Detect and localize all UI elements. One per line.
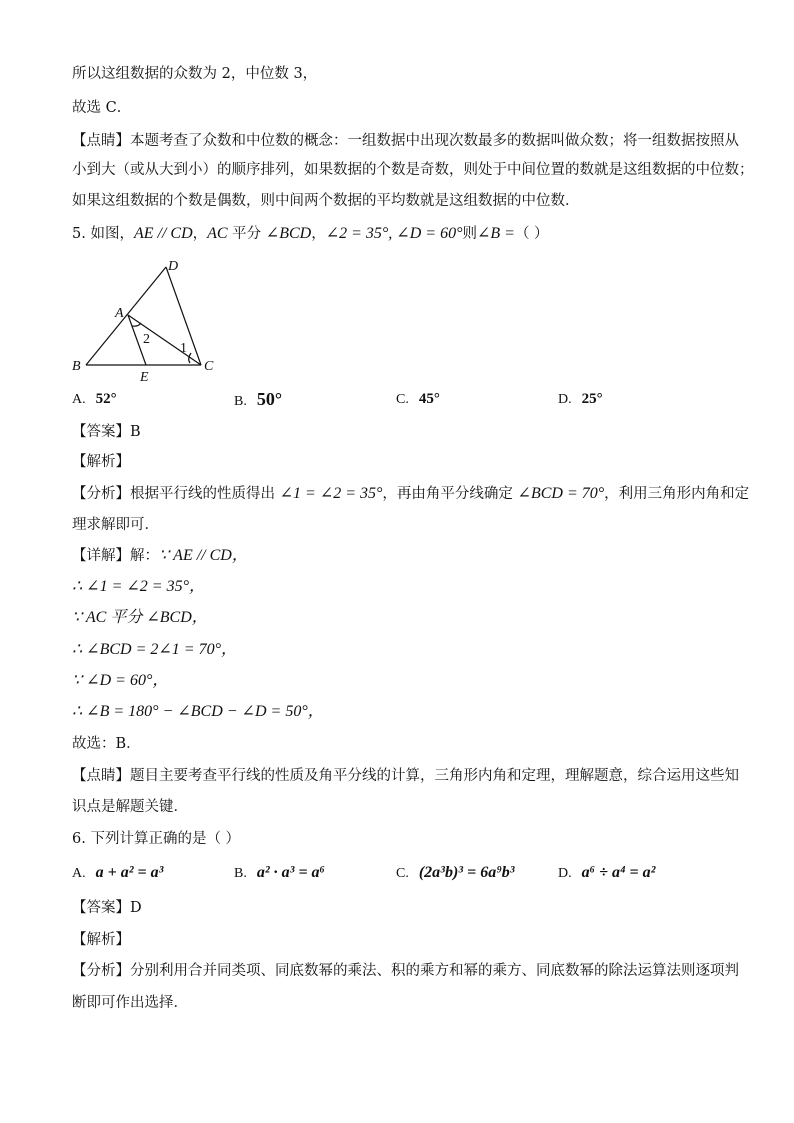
text-line-3: 【点睛】本题考查了众数和中位数的概念：一组数据中出现次数最多的数据叫做众数；将一组数据按照从 [72,133,739,149]
text-line-2: 故选 C． [72,100,132,116]
q5-dianjing-line-2: 识点是解题关键． [72,799,188,815]
q5-ask: ∠B = [476,225,515,242]
q5-fenxi-a: 【分析】根据平行线的性质得出 [72,486,280,502]
q5-answer: 【答案】B [72,424,141,440]
q6-option-c [396,862,515,885]
label-point-b: B [72,359,81,374]
q6-option-b [234,862,325,885]
q5-step-1: ∵ AE // CD， [159,547,248,564]
q5-option-a [72,388,117,411]
q5-analysis-line-1 [72,484,749,504]
q5-paren: （ ） [514,226,549,242]
q5-option-b [234,388,282,413]
q6-option-a [72,862,163,885]
label-angle-2: 2 [143,332,150,347]
q6-option-a-value: a + a² = a³ [95,864,164,881]
q5-step-2: ∴ ∠1 = ∠2 = 35°， [72,578,205,595]
q5-step-5: ∵ ∠D = 60°， [72,672,169,689]
q5-option-c-letter: C. [396,392,409,407]
q5-option-a-letter: A. [72,392,86,407]
q5-cond-parallel: AE // CD [133,225,193,242]
q5-detail-line-1 [72,546,248,566]
label-point-c: C [204,359,214,374]
q5-cond-angle-bcd: ∠BCD [265,225,312,242]
q5-fenxi-b: ∠1 = ∠2 = 35° [279,485,383,502]
label-point-e: E [140,370,149,385]
q5-step-3: ∵ AC 平分 ∠BCD， [72,609,208,626]
q5-cond-angles: ∠2 = 35°, ∠D = 60° [325,225,463,242]
q5-number: 5. 如图， [72,226,134,242]
q5-option-c-value: 45° [418,391,440,407]
q5-step-4: ∴ ∠BCD = 2∠1 = 70°， [72,641,237,658]
q5-then: 则 [462,226,477,242]
q6-option-c-letter: C. [396,866,409,881]
q5-stem [72,224,549,244]
q5-fenxi-e: ，利用三角形内角和定 [604,486,750,502]
q5-cond-bisect: 平分 [227,226,266,242]
label-angle-1: 1 [180,341,187,356]
q5-analysis-head: 【解析】 [72,454,130,470]
q5-detail-head: 【详解】解： [72,548,159,564]
q5-figure [70,255,240,385]
q5-step-6: ∴ ∠B = 180° − ∠BCD − ∠D = 50°， [72,703,324,720]
text-line-5: 如果这组数据的个数是偶数，则中间两个数据的平均数就是这组数据的中位数． [72,193,580,209]
q5-fenxi-d: ∠BCD = 70° [517,485,605,502]
label-point-a: A [115,306,124,321]
q5-option-d-letter: D. [558,392,572,407]
q6-answer: 【答案】D [72,900,142,916]
q5-option-d [558,388,603,411]
q5-cond-ac: AC [207,225,228,242]
q5-option-b-value: 50° [256,389,283,409]
q5-analysis-line-2: 理求解即可． [72,517,159,533]
q6-option-b-value: a² · a³ = a⁶ [256,864,326,881]
q5-option-a-value: 52° [95,391,117,407]
q5-choose: 故选：B． [72,736,141,752]
q5-fenxi-c: ，再由角平分线确定 [382,486,518,502]
q6-option-c-value: (2a³b)³ = 6a⁹b³ [418,864,515,881]
q5-option-c [396,388,440,411]
q5-dianjing-line-1: 【点睛】题目主要考查平行线的性质及角平分线的计算，三角形内角和定理，理解题意，综合运用这些知 [72,768,739,784]
q6-option-d-value: a⁶ ÷ a⁴ = a² [581,864,656,881]
q5-sep2: ， [311,226,326,242]
q6-option-d-letter: D. [558,866,572,881]
q6-option-b-letter: B. [234,866,247,881]
text-line-1: 所以这组数据的众数为 2，中位数 3， [72,66,318,82]
q6-analysis-line-1: 【分析】分别利用合并同类项、同底数幂的乘法、积的乘方和幂的乘方、同底数幂的除法运算法则逐项判 [72,963,739,979]
q6-stem: 6. 下列计算正确的是（ ） [72,831,241,847]
q6-option-a-letter: A. [72,866,86,881]
q6-analysis-head: 【解析】 [72,932,130,948]
q5-sep: ， [192,226,208,242]
q5-option-b-letter: B. [234,394,247,409]
label-point-d: D [168,259,179,274]
q5-option-d-value: 25° [581,391,603,407]
q6-option-d [558,862,655,885]
text-line-4: 小到大（或从大到小）的顺序排列，如果数据的个数是奇数，则处于中间位置的数就是这组数据的中位数； [72,162,754,178]
q6-analysis-line-2: 断即可作出选择． [72,995,188,1011]
